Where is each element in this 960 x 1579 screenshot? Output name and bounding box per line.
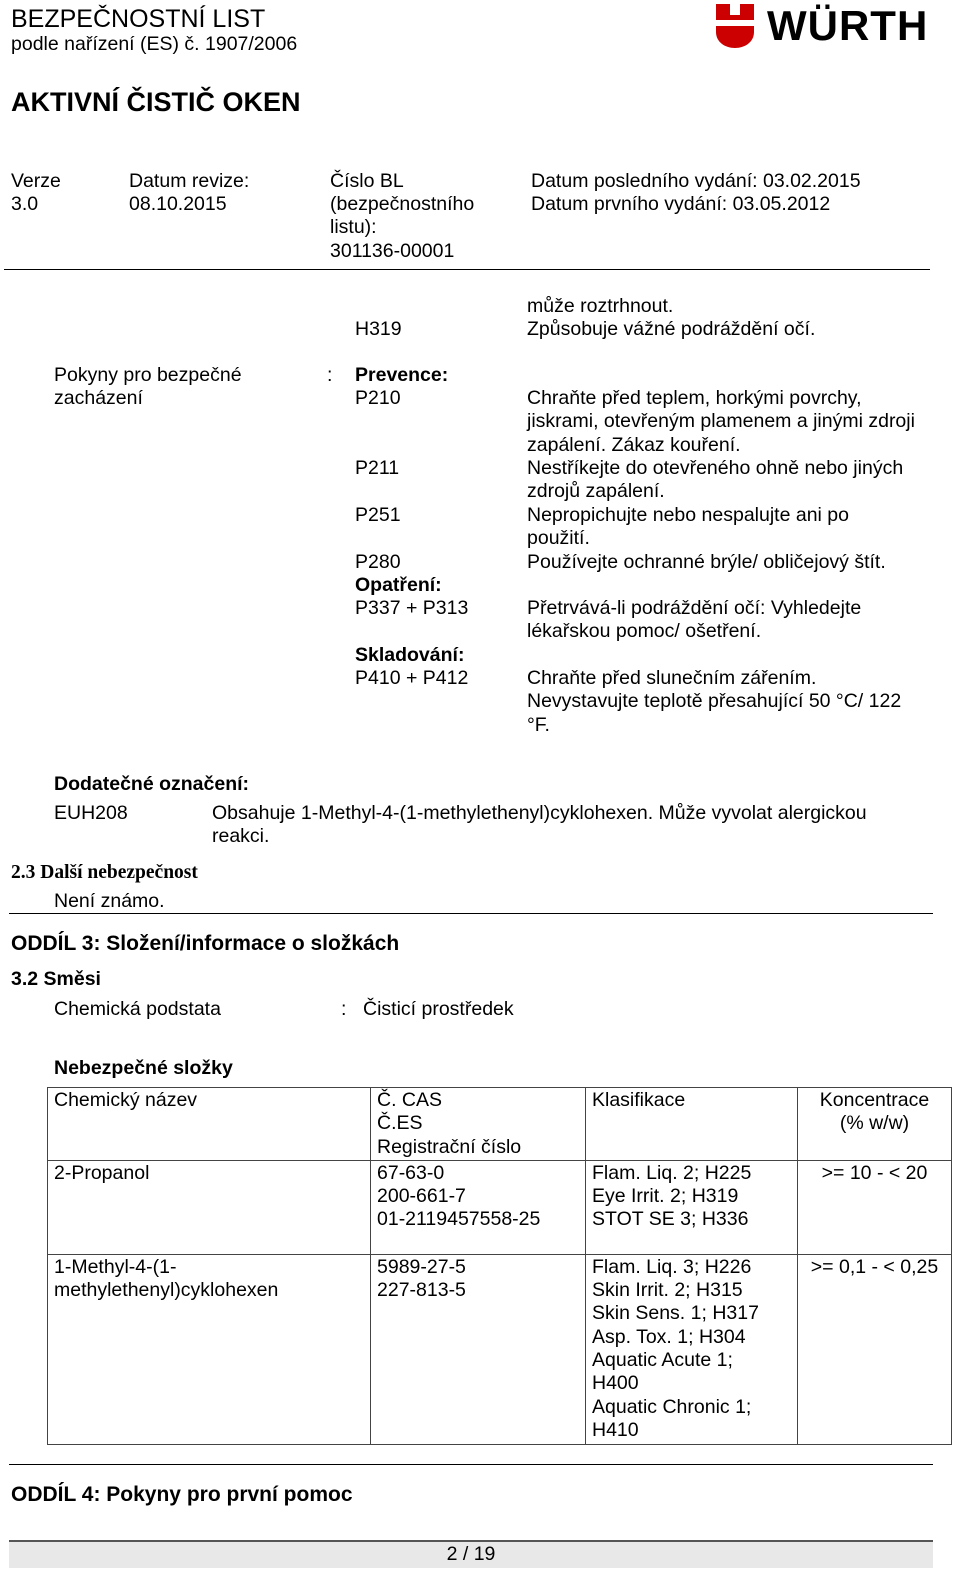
document-type: BEZPEČNOSTNÍ LIST — [11, 5, 266, 33]
precautions-colon: : — [327, 364, 333, 386]
bl-value: 301136-00001 — [330, 240, 455, 262]
p410-text: Chraňte před slunečním zářením. Nevystavujte teplotě přesahující 50 °C/ 122 °F. — [527, 667, 902, 736]
p251-code: P251 — [355, 504, 401, 526]
revision-label: Datum revize: — [129, 170, 250, 192]
component-name: 2-Propanol — [48, 1160, 371, 1254]
p251-text: Nepropichujte nebo nespalujte ani po použití. — [527, 504, 849, 550]
precautions-label-1: Pokyny pro bezpečné — [54, 364, 242, 386]
revision-value: 08.10.2015 — [129, 193, 227, 215]
version-label: Verze — [11, 170, 61, 192]
p210-text: Chraňte před teplem, horkými povrchy, jiskrami, otevřeným plamenem a jinými zdroji zapálení. Zákaz kouření. — [527, 387, 915, 456]
header-identifiers: Č. CAS Č.ES Registrační číslo — [371, 1088, 586, 1161]
table-header-row — [48, 1088, 952, 1161]
version-value: 3.0 — [11, 193, 39, 215]
product-name: AKTIVNÍ ČISTIČ OKEN — [11, 87, 301, 117]
h319-text: Způsobuje vážné podráždění očí. — [527, 318, 816, 340]
wurth-logo — [713, 2, 933, 50]
component-name: 1-Methyl-4-(1- methylethenyl)cyklohexen — [48, 1254, 371, 1444]
table-row — [48, 1160, 952, 1254]
header-classification: Klasifikace — [586, 1088, 798, 1161]
bl-label-1: Číslo BL — [330, 170, 404, 192]
other-hazards-heading: 2.3 Další nebezpečnost — [11, 862, 198, 883]
chemical-nature-label: Chemická podstata — [54, 998, 221, 1020]
additional-heading: Dodatečné označení: — [54, 773, 250, 795]
component-classification: Flam. Liq. 3; H226 Skin Irrit. 2; H315 Skin Sens. 1; H317 Asp. Tox. 1; H304 Aquatic Acute 1; H400 Aquatic Chronic 1; H410 — [586, 1254, 798, 1444]
component-ids: 67-63-0 200-661-7 01-2119457558-25 — [371, 1160, 586, 1254]
hazardous-components-heading: Nebezpečné složky — [54, 1057, 233, 1079]
precautions-label-2: zacházení — [54, 387, 143, 409]
p210-code: P210 — [355, 387, 401, 409]
section3-title: ODDÍL 3: Složení/informace o složkách — [11, 932, 400, 955]
section4-divider — [9, 1464, 933, 1465]
header-chemical-name: Chemický název — [48, 1088, 371, 1161]
component-ids: 5989-27-5 227-813-5 — [371, 1254, 586, 1444]
header-divider — [4, 269, 930, 270]
p337-code: P337 + P313 — [355, 597, 469, 619]
other-hazards-text: Není známo. — [54, 890, 165, 912]
regulation: podle nařízení (ES) č. 1907/2006 — [11, 33, 298, 55]
section3-divider — [9, 913, 933, 914]
logo-text: WÜRTH — [767, 2, 929, 49]
euh208-text: Obsahuje 1-Methyl-4-(1-methylethenyl)cyklohexen. Může vyvolat alergickou reakci. — [212, 802, 867, 848]
component-concentration: >= 0,1 - < 0,25 — [798, 1254, 952, 1444]
p280-code: P280 — [355, 551, 401, 573]
components-table — [47, 1087, 952, 1445]
first-issue-date: Datum prvního vydání: 03.05.2012 — [531, 193, 831, 215]
storage-heading: Skladování: — [355, 644, 465, 666]
h319-code: H319 — [355, 318, 402, 340]
bl-label-3: listu): — [330, 216, 377, 238]
component-concentration: >= 10 - < 20 — [798, 1160, 952, 1254]
p280-text: Používejte ochranné brýle/ obličejový štít. — [527, 551, 886, 573]
chemical-nature-value: Čisticí prostředek — [363, 998, 514, 1020]
section4-title: ODDÍL 4: Pokyny pro první pomoc — [11, 1483, 353, 1506]
table-row — [48, 1254, 952, 1444]
response-heading: Opatření: — [355, 574, 442, 596]
last-issue-date: Datum posledního vydání: 03.02.2015 — [531, 170, 861, 192]
header-concentration: Koncentrace (% w/w) — [798, 1088, 952, 1161]
p410-code: P410 + P412 — [355, 667, 469, 689]
hazard-continuation: může roztrhnout. — [527, 295, 674, 317]
p211-code: P211 — [355, 457, 400, 479]
p211-text: Nestříkejte do otevřeného ohně nebo jiných zdrojů zapálení. — [527, 457, 904, 503]
footer-bar — [9, 1540, 933, 1568]
p337-text: Přetrvává-li podráždění očí: Vyhledejte lékařskou pomoc/ ošetření. — [527, 597, 862, 643]
prevention-heading: Prevence: — [355, 364, 449, 386]
mixtures-subheading: 3.2 Směsi — [11, 968, 101, 990]
bl-label-2: (bezpečnostního — [330, 193, 475, 215]
component-classification: Flam. Liq. 2; H225 Eye Irrit. 2; H319 STOT SE 3; H336 — [586, 1160, 798, 1254]
euh208-code: EUH208 — [54, 802, 128, 824]
page-number: 2 / 19 — [446, 1543, 496, 1565]
chemical-nature-colon: : — [341, 998, 347, 1020]
